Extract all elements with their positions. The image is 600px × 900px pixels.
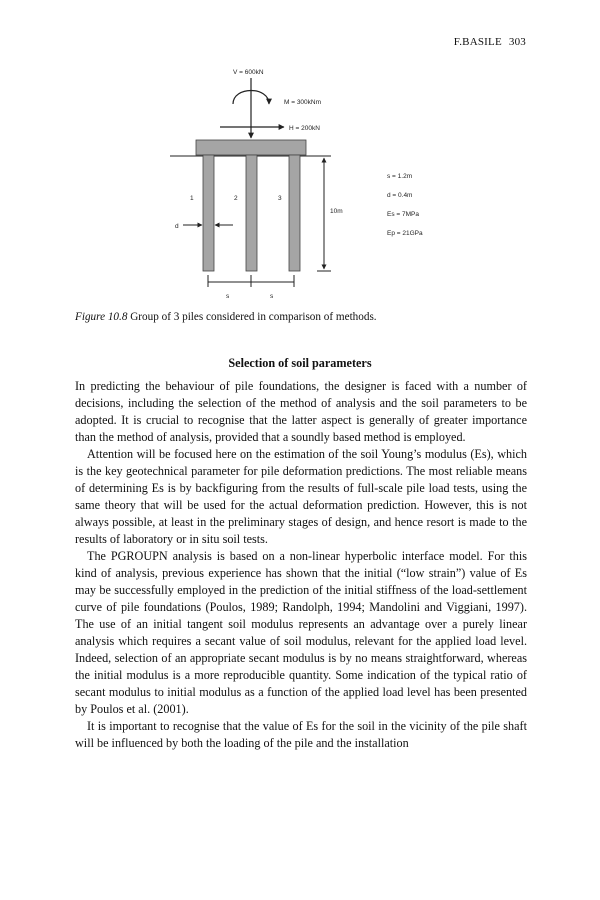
param-spacing: s = 1.2m: [387, 173, 413, 180]
running-header: [454, 36, 526, 48]
spacing-label-2: s: [270, 293, 274, 300]
header-author: F.BASILE: [453, 36, 502, 48]
body-text: [75, 378, 527, 752]
pile-cap: [196, 140, 306, 155]
header-page-number: 303: [508, 36, 526, 48]
length-label: 10m: [330, 208, 343, 215]
paragraph-1: In predicting the behaviour of pile foundations, the designer is faced with a number of decisions, including the selection of the method of analysis and the soil parameters to be adopted. It is crucial to recognise that the latter aspect is generally of greater importance than the method of analysis, provided that a soundly based method is employed.: [75, 379, 527, 444]
param-pile-modulus: Ep = 21GPa: [387, 230, 423, 237]
pile-group-figure: [0, 60, 600, 305]
spacing-label-1: s: [226, 293, 230, 300]
param-diameter: d = 0.4m: [387, 192, 413, 199]
pile-2: [246, 155, 257, 271]
caption-label: Figure 10.8: [75, 311, 128, 323]
paragraph-4: It is important to recognise that the value of Es for the soil in the vicinity of the pile shaft will be influenced by both the loading of the pile and the installation: [75, 719, 527, 750]
moment-label: M = 300kNm: [284, 99, 322, 106]
pile-3: [289, 155, 300, 271]
vertical-load-label: V = 600kN: [233, 69, 264, 76]
pile-3-label: 3: [278, 195, 282, 202]
section-title: Selection of soil parameters: [228, 356, 372, 370]
pile-1: [203, 155, 214, 271]
paragraph-2: Attention will be focused here on the estimation of the soil Young’s modulus (Es), which is the key geotechnical parameter for pile deformation predictions. The most reliable means of determining Es is by backfiguring from the results of full-scale pile load tests, using the same theory that will be used for the actual deformation prediction. However, this is not always possible, at least in the preliminary stages of design, and hence resort is made to the results of laboratory or in situ soil tests.: [75, 447, 527, 546]
caption-text: Group of 3 piles considered in comparison of methods.: [127, 311, 377, 323]
figure-caption: [75, 311, 377, 323]
diameter-label: d: [175, 223, 179, 230]
pile-2-label: 2: [234, 195, 238, 202]
paragraph-3: The PGROUPN analysis is based on a non-linear hyperbolic interface model. For this kind of analysis, previous experience has shown that the initial (“low strain”) value of Es may be successfully employed in the prediction of the initial stiffness of the load-settlement curve of pile foundations (Poulos, 1989; Randolph, 1994; Mandolini and Viggiani, 1997). The use of an initial tangent soil modulus represents an advantage over a purely linear analysis which requires a secant value of soil modulus, relevant for the applied load level. Indeed, selection of an appropriate secant modulus is by no means straightforward, whereas the initial modulus is a more reproducible quantity. Some indication of the typical ratio of secant modulus to initial modulus as a function of the applied load level has been presented by Poulos et al. (2001).: [75, 549, 527, 716]
param-soil-modulus: Es = 7MPa: [387, 211, 419, 218]
horizontal-load-label: H = 200kN: [289, 125, 320, 132]
pile-1-label: 1: [190, 195, 194, 202]
